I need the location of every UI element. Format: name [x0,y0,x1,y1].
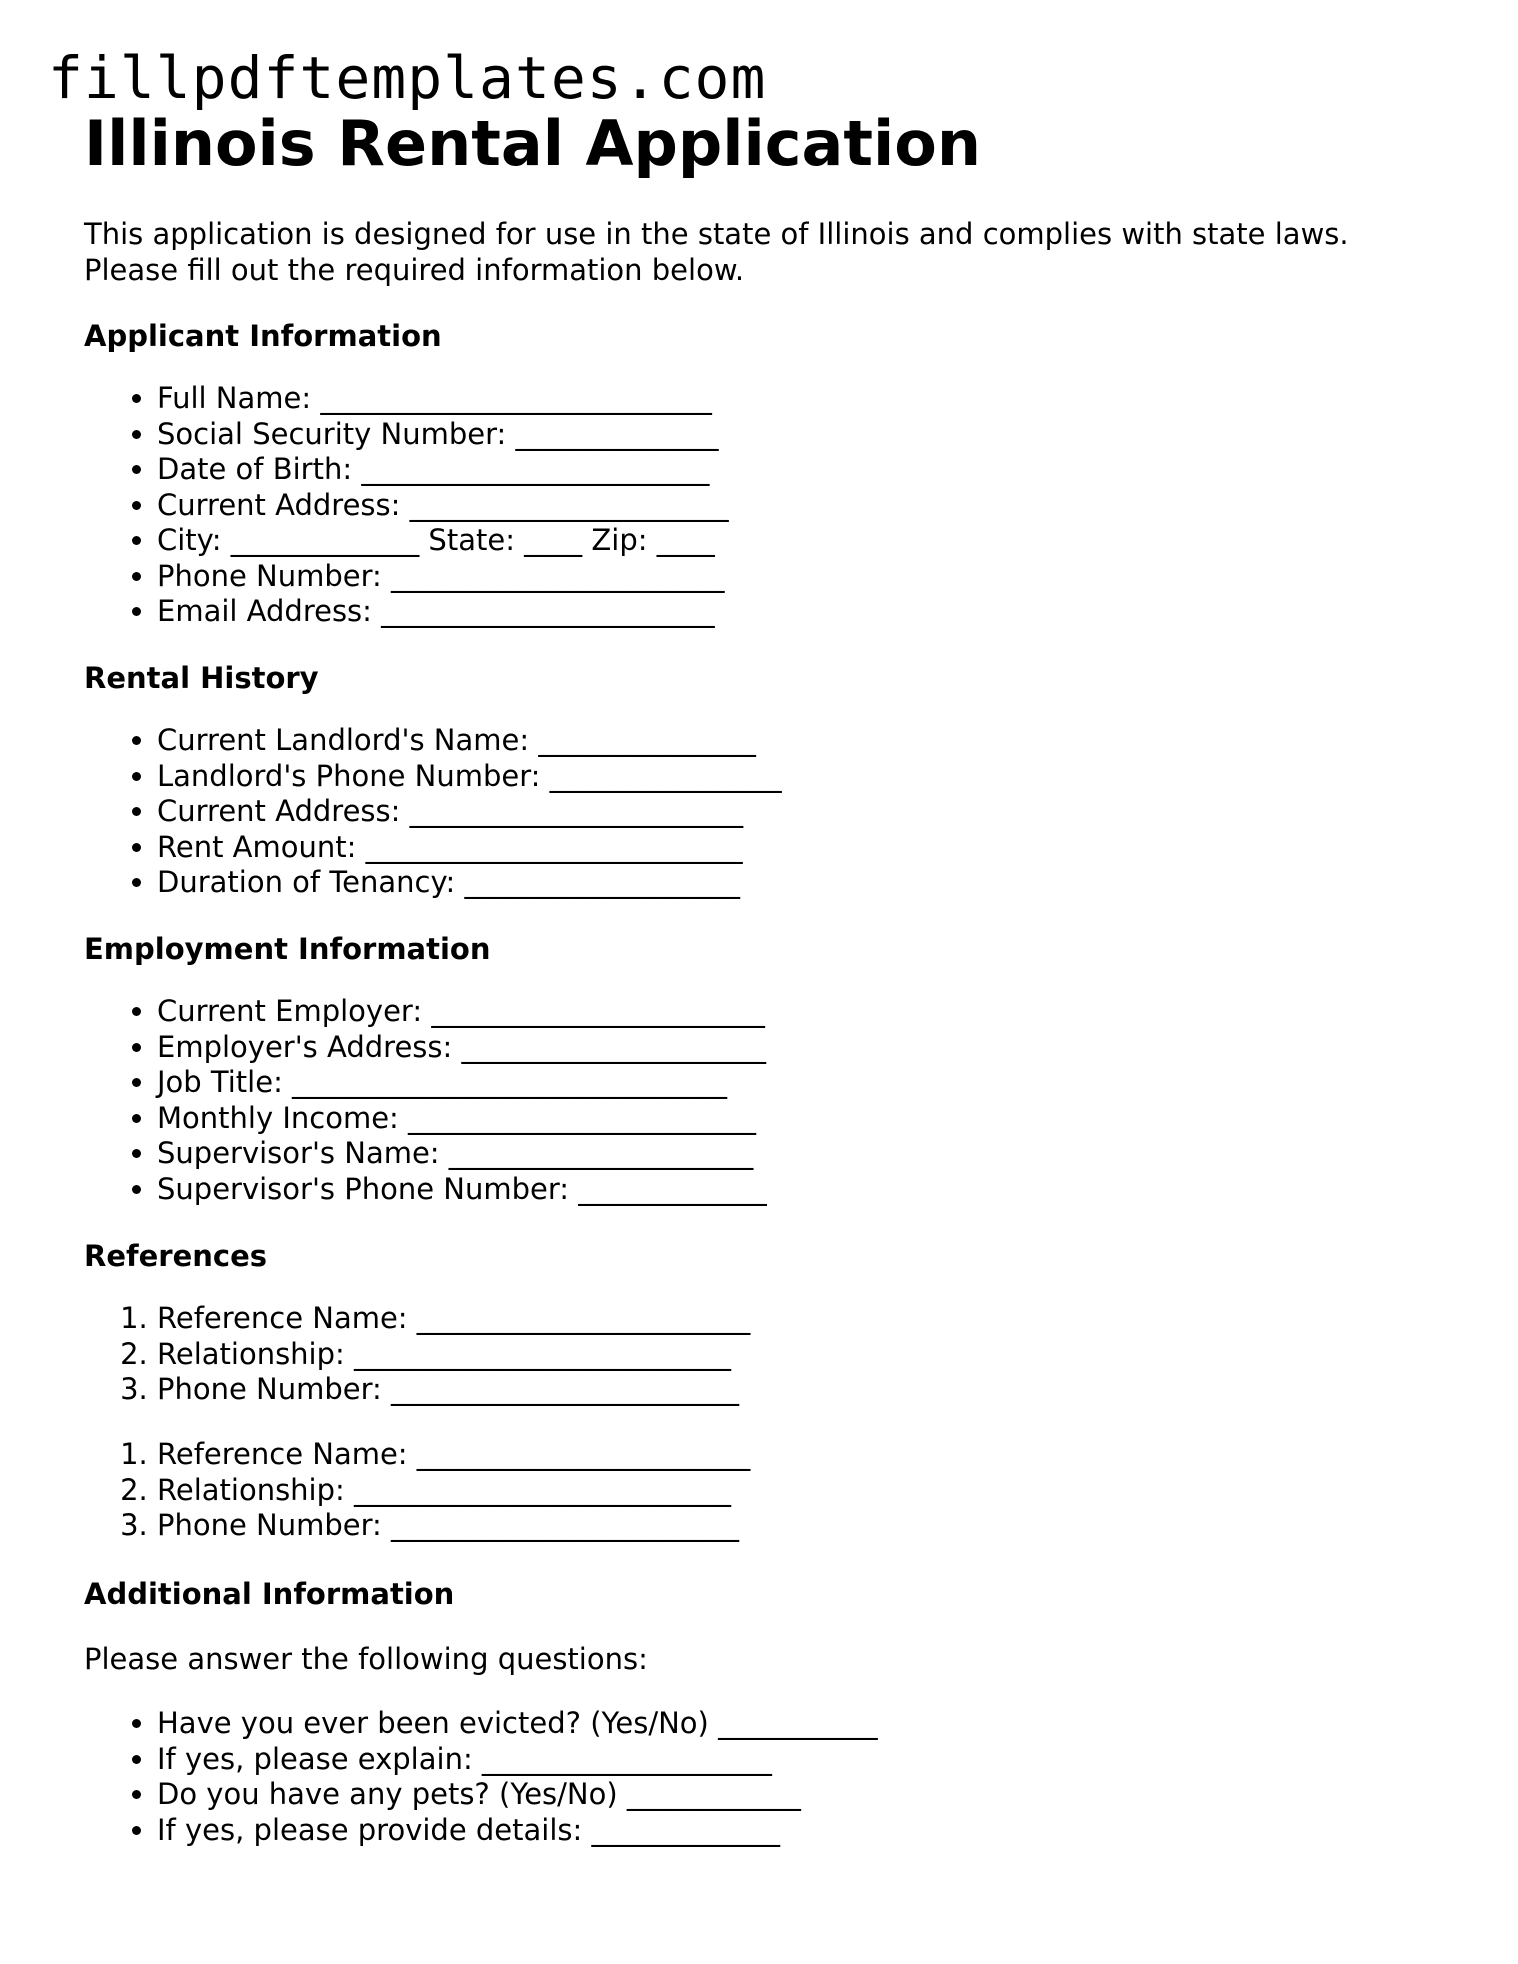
field-monthly-income[interactable]: • Monthly Income: ________________________ [157,1101,767,1137]
field-phone-number[interactable]: • Phone Number: _______________________ [157,559,729,595]
section-heading-references: References [84,1239,268,1273]
additional-prompt: Please answer the following questions: [84,1642,648,1676]
field-landlord-phone[interactable]: • Landlord's Phone Number: ________________ [157,759,782,795]
field-ssn[interactable]: • Social Security Number: ______________ [157,417,729,453]
field-reference-2-relationship[interactable]: 2. Relationship: __________________________ [157,1473,750,1509]
section-heading-rental-history: Rental History [84,661,319,695]
field-rent-amount[interactable]: • Rent Amount: __________________________ [157,830,782,866]
field-date-of-birth[interactable]: • Date of Birth: ________________________ [157,452,729,488]
field-rental-current-address[interactable]: • Current Address: _______________________ [157,794,782,830]
section-heading-applicant: Applicant Information [84,319,442,353]
field-city-state-zip[interactable]: • City: _____________ State: ____ Zip: ____ [157,523,729,559]
intro-line-1: This application is designed for use in the state of Illinois and complies with state laws. [84,217,1349,251]
field-supervisor-phone[interactable]: • Supervisor's Phone Number: _____________ [157,1172,767,1208]
field-evicted[interactable]: • Have you ever been evicted? (Yes/No) ___________ [157,1706,878,1742]
field-full-name[interactable]: • Full Name: ___________________________ [157,381,729,417]
field-reference-1-relationship[interactable]: 2. Relationship: __________________________ [157,1337,750,1373]
intro-text [84,216,1349,288]
field-reference-1-phone[interactable]: 3. Phone Number: ________________________ [157,1372,750,1408]
field-reference-2-name[interactable]: 1. Reference Name: _______________________ [157,1437,750,1473]
field-reference-1-name[interactable]: 1. Reference Name: _______________________ [157,1301,750,1337]
section-heading-employment: Employment Information [84,932,491,966]
field-email-address[interactable]: • Email Address: _______________________ [157,594,729,630]
field-reference-2-phone[interactable]: 3. Phone Number: ________________________ [157,1508,750,1544]
field-pet-details[interactable]: • If yes, please provide details: _____________ [157,1813,878,1849]
watermark-text: fillpdftemplates.com [48,44,767,112]
applicant-field-list [84,381,729,630]
additional-field-list [84,1706,878,1848]
field-pets[interactable]: • Do you have any pets? (Yes/No) ____________ [157,1777,878,1813]
reference-1-list [84,1301,750,1408]
section-heading-additional: Additional Information [84,1577,455,1611]
field-landlord-name[interactable]: • Current Landlord's Name: _______________ [157,723,782,759]
rental-history-field-list [84,723,782,901]
reference-2-list [84,1437,750,1544]
field-eviction-explanation[interactable]: • If yes, please explain: ____________________ [157,1742,878,1778]
field-current-employer[interactable]: • Current Employer: _______________________ [157,994,767,1030]
document-page [84,104,1464,1847]
employment-field-list [84,994,767,1207]
intro-line-2: Please fill out the required information below. [84,253,745,287]
field-employer-address[interactable]: • Employer's Address: _____________________ [157,1030,767,1066]
field-current-address[interactable]: • Current Address: ______________________ [157,488,729,524]
field-job-title[interactable]: • Job Title: ______________________________ [157,1065,767,1101]
field-supervisor-name[interactable]: • Supervisor's Name: _____________________ [157,1136,767,1172]
field-duration-of-tenancy[interactable]: • Duration of Tenancy: ___________________ [157,865,782,901]
page-title: Illinois Rental Application [84,107,982,180]
